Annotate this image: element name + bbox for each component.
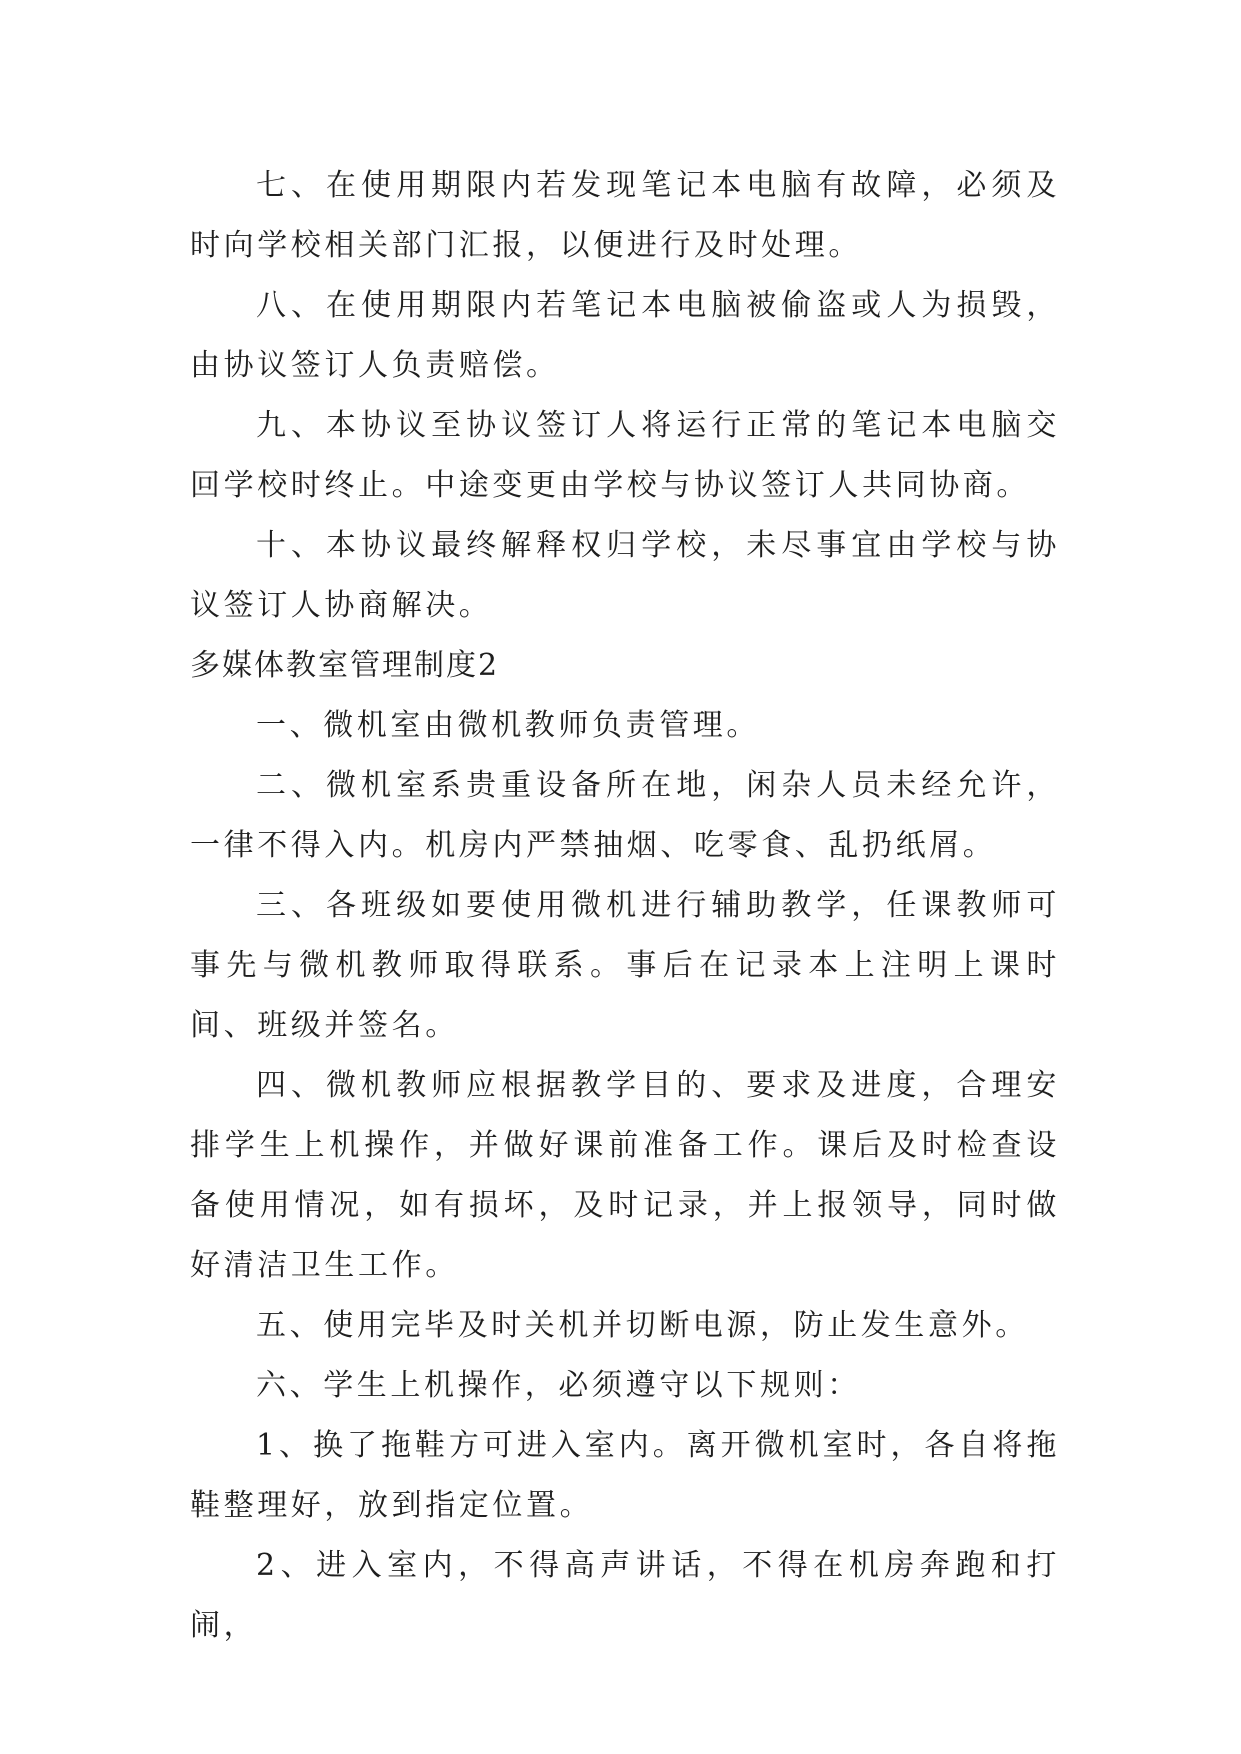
paragraph-item-8: 八、在使用期限内若笔记本电脑被偷盗或人为损毁，由协议签订人负责赔偿。	[190, 288, 1060, 383]
rule-item-3: 三、各班级如要使用微机进行辅助教学，任课教师可事先与微机教师取得联系。事后在记录本上注明上课时间、班级并签名。	[190, 888, 1060, 1043]
paragraph-item-10: 十、本协议最终解释权归学校，未尽事宜由学校与协议签订人协商解决。	[190, 528, 1060, 623]
section-heading: 多媒体教室管理制度2	[190, 648, 500, 683]
rule-item-5: 五、使用完毕及时关机并切断电源，防止发生意外。	[256, 1308, 1029, 1343]
sub-rule-item-2: 2、进入室内，不得高声讲话，不得在机房奔跑和打闹，	[190, 1548, 1060, 1643]
rule-item-2: 二、微机室系贵重设备所在地，闲杂人员未经允许，一律不得入内。机房内严禁抽烟、吃零食、乱扔纸屑。	[190, 768, 1060, 863]
rule-item-4: 四、微机教师应根据教学目的、要求及进度，合理安排学生上机操作，并做好课前准备工作。课后及时检查设备使用情况，如有损坏，及时记录，并上报领导，同时做好清洁卫生工作。	[190, 1068, 1060, 1283]
document-body	[190, 156, 1060, 1656]
paragraph-item-9: 九、本协议至协议签订人将运行正常的笔记本电脑交回学校时终止。中途变更由学校与协议签订人共同协商。	[190, 408, 1060, 503]
sub-rule-item-1: 1、换了拖鞋方可进入室内。离开微机室时，各自将拖鞋整理好，放到指定位置。	[190, 1428, 1060, 1523]
rule-item-6: 六、学生上机操作，必须遵守以下规则：	[256, 1368, 861, 1403]
paragraph-item-7: 七、在使用期限内若发现笔记本电脑有故障，必须及时向学校相关部门汇报，以便进行及时处理。	[190, 168, 1060, 263]
rule-item-1: 一、微机室由微机教师负责管理。	[256, 708, 760, 743]
